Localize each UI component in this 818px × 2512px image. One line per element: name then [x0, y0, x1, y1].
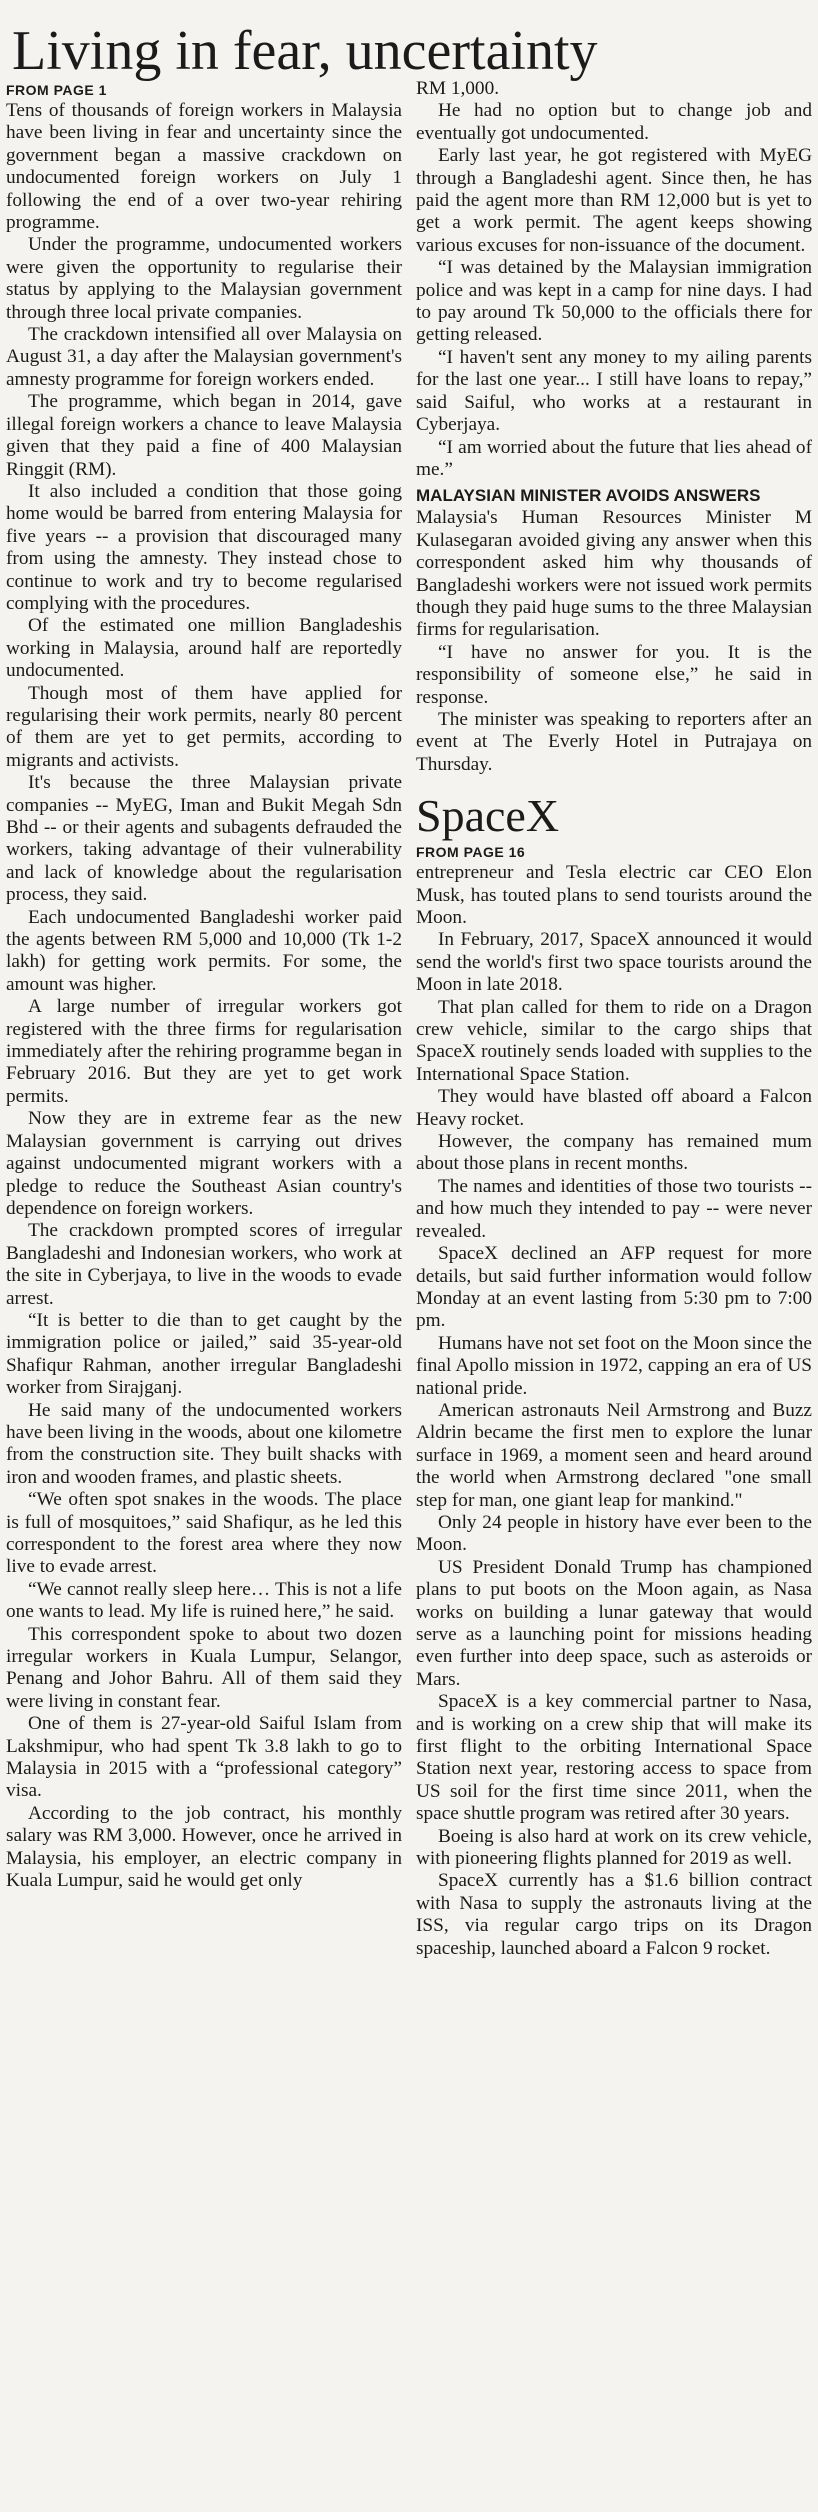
article-paragraph-continued: “I haven't sent any money to my ailing parents for the last one year... I still have loans to repay,” said Saiful, who works at a restaurant in Cyberjaya. — [416, 346, 812, 436]
article-paragraph: Now they are in extreme fear as the new Malaysian government is carrying out drives against undocumented migrant workers with a pledge to reduce the Southeast Asian country's dependence on foreign workers. — [6, 1108, 402, 1219]
article-paragraph: “It is better to die than to get caught by the immigration police or jailed,” said 35-year-old Shafiqur Rahman, another irregular Bangladeshi worker from Sirajganj. — [6, 1309, 402, 1399]
right-column — [416, 78, 812, 1960]
article-columns — [6, 78, 812, 1960]
article-paragraph: The crackdown intensified all over Malaysia on August 31, a day after the Malaysian government's amnesty programme for foreign workers ended. — [6, 324, 402, 390]
spacex-paragraph: American astronauts Neil Armstrong and Buzz Aldrin became the first men to explore the lunar surface in 1969, a moment seen and heard around the world when Armstrong declared "one small step for man, one giant leap for mankind." — [416, 1399, 812, 1511]
article-paragraph: The crackdown prompted scores of irregular Bangladeshi and Indonesian workers, who work at the site in Cyberjaya, to live in the woods to evade arrest. — [6, 1220, 402, 1309]
article-paragraph: Under the programme, undocumented workers were given the opportunity to regularise their status by applying to the Malaysian government through three local private companies. — [6, 234, 402, 323]
article-paragraph-continued: He had no option but to change job and eventually got undocumented. — [416, 100, 812, 144]
spacex-paragraph: SpaceX is a key commercial partner to Nasa, and is working on a crew ship that will make its first flight to the orbiting International Space Station next year, restoring access to space from US soil for the first time since 2011, when the space shuttle program was retired after 30 years. — [416, 1691, 812, 1825]
spacex-paragraph: The names and identities of those two tourists -- and how much they intended to pay -- were never revealed. — [416, 1175, 812, 1242]
article-headline: Living in fear, uncertainty — [12, 20, 598, 82]
article-paragraph-continued: Early last year, he got registered with MyEG through a Bangladeshi agent. Since then, he has paid the agent more than RM 12,000 but is yet to get a work permit. The agent keeps showing various excuses for non-issuance of the document. — [416, 145, 812, 256]
spacex-kicker: FROM PAGE 16 — [416, 844, 526, 861]
article-paragraph: Of the estimated one million Bangladeshis working in Malaysia, around half are reportedly undocumented. — [6, 615, 402, 682]
spacex-paragraph: In February, 2017, SpaceX announced it would send the world's first two space tourists around the Moon in late 2018. — [416, 929, 812, 996]
article-paragraph-continued: “I was detained by the Malaysian immigration police and was kept in a camp for nine days. I had to pay around Tk 50,000 to the officials there for getting released. — [416, 257, 812, 346]
minister-paragraph: Malaysia's Human Resources Minister M Kulasegaran avoided giving any answer when this correspondent asked him why thousands of Bangladeshi workers were not issued work permits though they paid huge sums to the three Malaysian firms for regularisation. — [416, 507, 812, 641]
article-paragraph: The programme, which began in 2014, gave illegal foreign workers a chance to leave Malaysia given that they paid a fine of 400 Malaysian Ringgit (RM). — [6, 391, 402, 480]
article-paragraph: “We cannot really sleep here… This is not a life one wants to lead. My life is ruined here,” he said. — [6, 1578, 402, 1623]
minister-paragraph: “I have no answer for you. It is the responsibility of someone else,” he said in response. — [416, 641, 812, 708]
spacex-paragraph: Humans have not set foot on the Moon since the final Apollo mission in 1972, capping an era of US national pride. — [416, 1332, 812, 1399]
article-paragraph: He said many of the undocumented workers have been living in the woods, about one kilometre from the construction site. They built shacks with iron and wooden frames, and plastic sheets. — [6, 1399, 402, 1488]
article-paragraph: A large number of irregular workers got registered with the three firms for regularisation immediately after the rehiring programme began in February 2016. But they are yet to get work permits. — [6, 996, 402, 1107]
article-paragraph: Each undocumented Bangladeshi worker paid the agents between RM 5,000 and 10,000 (Tk 1-2 lakh) for getting work permits. For some, the amount was higher. — [6, 906, 402, 995]
article-kicker: FROM PAGE 1 — [6, 82, 107, 98]
left-column — [6, 78, 402, 1960]
article-paragraph: This correspondent spoke to about two dozen irregular workers in Kuala Lumpur, Selangor, Penang and Johor Bahru. All of them said they were living in constant fear. — [6, 1623, 402, 1712]
spacex-paragraph: That plan called for them to ride on a Dragon crew vehicle, similar to the cargo ships that SpaceX routinely sends loaded with supplies to the International Space Station. — [416, 996, 812, 1085]
article-subhead: MALAYSIAN MINISTER AVOIDS ANSWERS — [416, 486, 761, 506]
spacex-paragraph: However, the company has remained mum about those plans in recent months. — [416, 1131, 812, 1175]
article-paragraph: Though most of them have applied for regularising their work permits, nearly 80 percent of them are yet to get permits, according to migrants and activists. — [6, 682, 402, 771]
spacex-paragraph: SpaceX declined an AFP request for more details, but said further information would follow Monday at an event lasting from 5:30 pm to 7:00 pm. — [416, 1243, 812, 1332]
article-paragraph: “We often spot snakes in the woods. The place is full of mosquitoes,” said Shafiqur, as he led this correspondent to the forest area where they now live to evade arrest. — [6, 1489, 402, 1578]
spacex-paragraph: SpaceX currently has a $1.6 billion contract with Nasa to supply the astronauts living at the ISS, via regular cargo trips on its Dragon spaceship, launched aboard a Falcon 9 rocket. — [416, 1870, 812, 1959]
article-paragraph: One of them is 27-year-old Saiful Islam from Lakshmipur, who had spent Tk 3.8 lakh to go to Malaysia in 2015 with a “professional category” visa. — [6, 1713, 402, 1802]
spacex-paragraph: entrepreneur and Tesla electric car CEO Elon Musk, has touted plans to send tourists around the Moon. — [416, 862, 812, 928]
article-paragraph: It's because the three Malaysian private companies -- MyEG, Iman and Bukit Megah Sdn Bhd -- or their agents and subagents defrauded the workers, taking advantage of their vulnerability and lack of knowledge about the regularisation process, they said. — [6, 772, 402, 906]
article-paragraph-continued: RM 1,000. — [416, 78, 500, 99]
article-paragraph-continued: “I am worried about the future that lies ahead of me.” — [416, 436, 812, 480]
article-paragraph: Tens of thousands of foreign workers in Malaysia have been living in fear and uncertainty since the government began a massive crackdown on undocumented foreign workers on July 1 following the end of a over two-year rehiring programme. — [6, 100, 402, 234]
article-paragraph: According to the job contract, his monthly salary was RM 3,000. However, once he arrived in Malaysia, his employer, an electric company in Kuala Lumpur, said he would get only — [6, 1802, 402, 1892]
spacex-paragraph: Boeing is also hard at work on its crew vehicle, with pioneering flights planned for 2019 as well. — [416, 1825, 812, 1870]
article-paragraph: It also included a condition that those going home would be barred from entering Malaysia for five years -- a provision that discouraged many from using the amnesty. They instead chose to continue to work and try to become regularised complying with the procedures. — [6, 480, 402, 614]
spacex-paragraph: They would have blasted off aboard a Falcon Heavy rocket. — [416, 1086, 812, 1130]
spacex-title: SpaceX — [416, 790, 560, 842]
spacex-paragraph: Only 24 people in history have ever been to the Moon. — [416, 1511, 812, 1556]
spacex-paragraph: US President Donald Trump has championed plans to put boots on the Moon again, as Nasa works on building a lunar gateway that would serve as a launching point for missions heading even further into deep space, such as asteroids or Mars. — [416, 1556, 812, 1690]
minister-paragraph: The minister was speaking to reporters after an event at The Everly Hotel in Putrajaya on Thursday. — [416, 708, 812, 775]
